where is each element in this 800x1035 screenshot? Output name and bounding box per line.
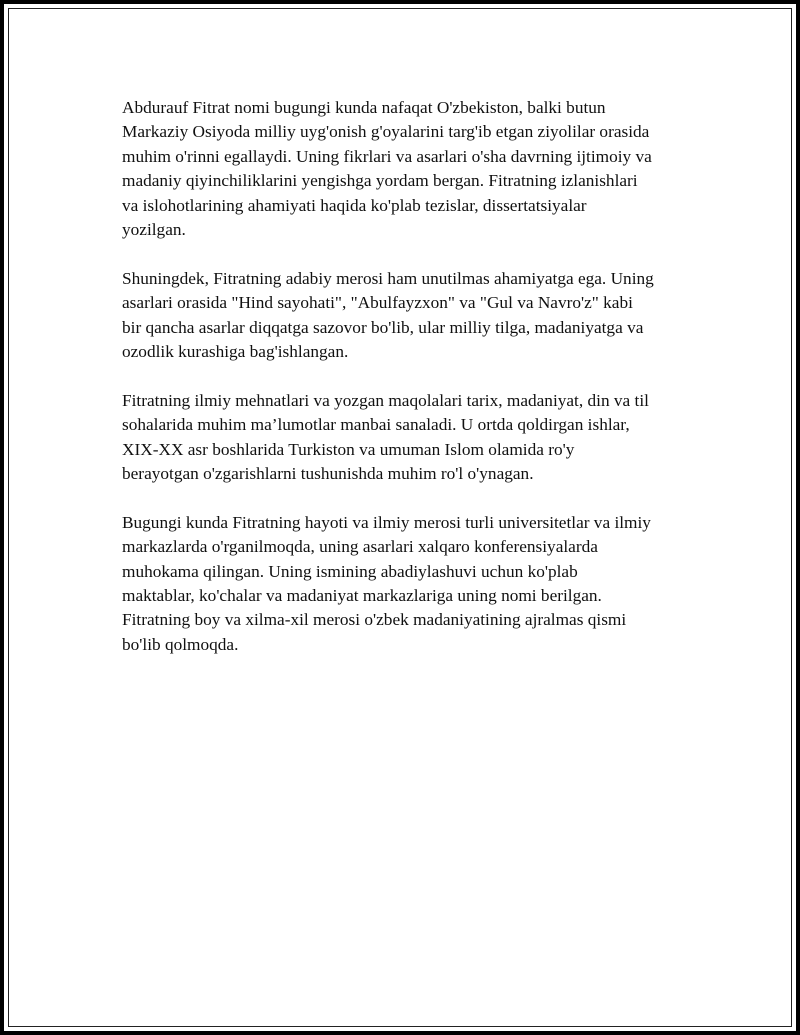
line: yozilgan. [122,220,186,240]
line: markazlarda o'rganilmoqda, uning asarlari xalqaro konferensiyalarda [122,537,598,557]
line: Bugungi kunda Fitratning hayoti va ilmiy merosi turli universitetlar va ilmiy [122,512,651,532]
line: madaniy qiyinchiliklarini yengishga yordam bergan. Fitratning izlanishlari [122,171,638,191]
line: bo'lib qolmoqda. [122,634,239,654]
paragraph-4 [122,511,694,657]
line: maktablar, ko'chalar va madaniyat markazlariga uning nomi berilgan. [122,586,602,606]
line: bir qancha asarlar diqqatga sazovor bo'lib, ular milliy tilga, madaniyatga va [122,317,644,337]
line: Fitratning boy va xilma-xil merosi o'zbek madaniyatining ajralmas qismi [122,610,627,630]
line: sohalarida muhim ma’lumotlar manbai sanaladi. U ortda qoldirgan ishlar, [122,415,630,435]
line: muhim o'rinni egallaydi. Uning fikrlari va asarlari o'sha davrning ijtimoiy va [122,146,652,166]
line: XIX-XX asr boshlarida Turkiston va umuman Islom olamida ro'y [122,439,575,459]
line: asarlari orasida "Hind sayohati", "Abulfayzxon" va "Gul va Navro'z" kabi [122,293,633,313]
line: berayotgan o'zgarishlarni tushunishda muhim ro'l o'ynagan. [122,464,534,484]
document-body [122,96,694,682]
paragraph-1 [122,96,694,242]
line: Shuningdek, Fitratning adabiy merosi ham unutilmas ahamiyatga ega. Uning [122,268,654,288]
line: Fitratning ilmiy mehnatlari va yozgan maqolalari tarix, madaniyat, din va til [122,390,649,410]
line: Abdurauf Fitrat nomi bugungi kunda nafaqat O'zbekiston, balki butun [122,98,606,117]
line: muhokama qilingan. Uning ismining abadiylashuvi uchun ko'plab [122,561,578,581]
paragraph-2 [122,267,694,365]
line: va islohotlarining ahamiyati haqida ko'plab tezislar, dissertatsiyalar [122,195,587,215]
line: ozodlik kurashiga bag'ishlangan. [122,342,349,362]
paragraph-3 [122,389,694,487]
line: Markaziy Osiyoda milliy uyg'onish g'oyalarini targ'ib etgan ziyolilar orasida [122,122,650,142]
